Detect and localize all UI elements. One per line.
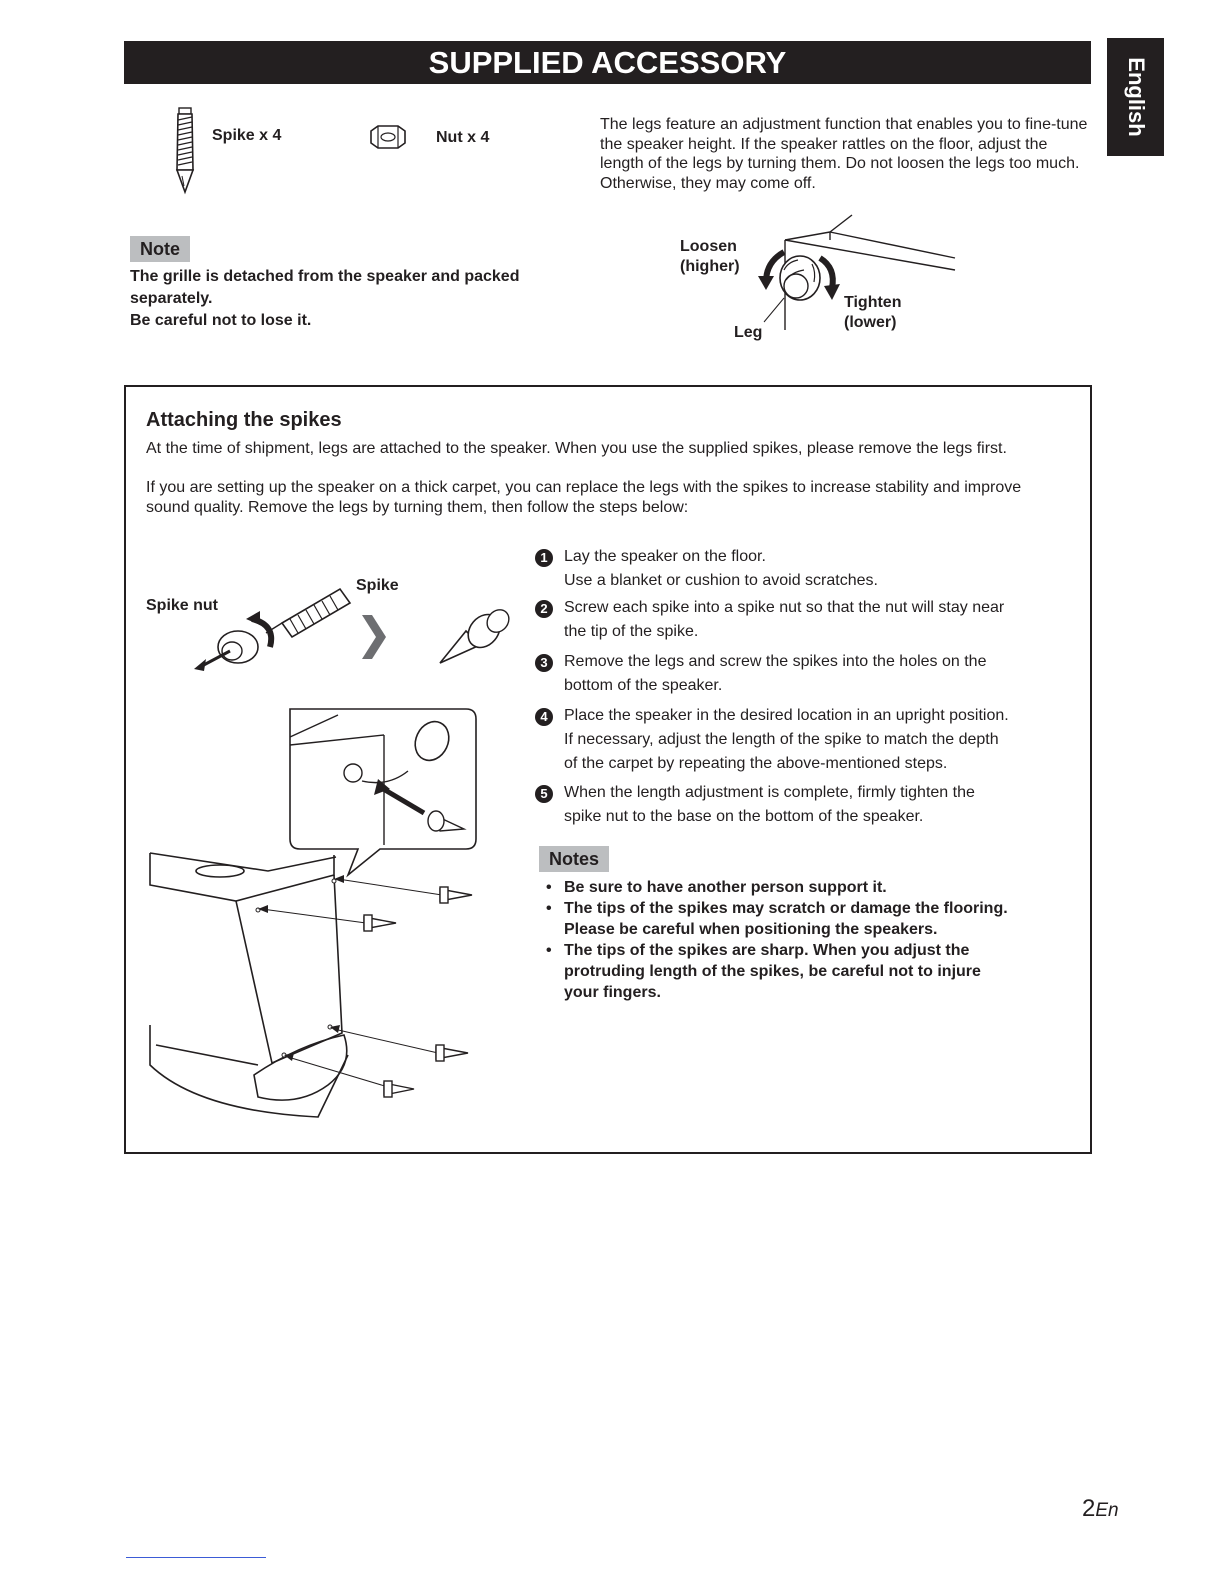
step-text: spike nut to the base on the bottom of the speaker. (564, 808, 924, 825)
loosen-line: (higher) (680, 258, 740, 275)
page-number-value: 2 (1082, 1495, 1096, 1522)
step-1 (535, 545, 1065, 593)
step-text: Screw each spike into a spike nut so that the nut will stay near (564, 599, 1005, 616)
leg-knob-icon (780, 256, 820, 300)
tighten-label (844, 293, 901, 333)
chevron-right-icon (362, 615, 386, 659)
page-number (1082, 1495, 1119, 1523)
note-item-line: • Be sure to have another person support it. (564, 879, 887, 896)
note-text (130, 266, 570, 332)
nut-icon (369, 125, 407, 149)
nut-accessory-label: Nut x 4 (436, 129, 490, 146)
step-text: If necessary, adjust the length of the spike to match the depth (564, 731, 999, 748)
step-text: of the carpet by repeating the above-mentioned steps. (564, 755, 948, 772)
note-line: separately. (130, 290, 213, 307)
tighten-line: Tighten (844, 294, 902, 311)
spike-accessory-label: Spike x 4 (212, 127, 282, 144)
step-3 (535, 650, 1065, 698)
section-heading: Attaching the spikes (146, 409, 342, 431)
step-number: 4 (535, 708, 553, 726)
step-text: Lay the speaker on the floor. (564, 548, 766, 565)
spike-assembly-diagram (190, 575, 520, 675)
note-item (545, 940, 1065, 1003)
step-text: When the length adjustment is complete, firmly tighten the (564, 784, 975, 801)
note-tag: Note (130, 236, 190, 262)
spike-nut-label: Spike nut (146, 597, 219, 614)
language-tab-label: English (1123, 57, 1149, 137)
spike-label: Spike (356, 577, 399, 594)
note-item-line: • The tips of the spikes may scratch or damage the flooring. (564, 900, 1008, 917)
step-number: 1 (535, 549, 553, 567)
threaded-spike-icon (266, 589, 350, 637)
page-number-suffix: En (1095, 1500, 1119, 1521)
note-item-line: protruding length of the spikes, be careful not to injure (564, 963, 981, 980)
language-tab (1107, 38, 1164, 156)
notes-list (545, 877, 1065, 1003)
note-line: Be careful not to lose it. (130, 312, 312, 329)
note-line: The grille is detached from the speaker and packed (130, 268, 520, 285)
footer-rule (126, 1557, 266, 1558)
tighten-arrow-icon (820, 258, 833, 288)
speaker-bottom-diagram (148, 705, 478, 1125)
note-item (545, 898, 1065, 940)
loosen-label (680, 237, 740, 277)
note-item (545, 877, 1065, 898)
note-item-line: your fingers. (564, 984, 661, 1001)
loose-spike-icons (364, 887, 472, 1097)
step-text: Place the speaker in the desired location in an upright position. (564, 707, 1009, 724)
intro-paragraph: At the time of shipment, legs are attached to the speaker. When you use the supplied spikes, please remove the legs first. (146, 440, 1007, 457)
intro-paragraph: If you are setting up the speaker on a thick carpet, you can replace the legs with the spikes to increase stability and improve sound quality. Remove the legs by turning them, then follow the steps below: (146, 479, 1022, 516)
tighten-line: (lower) (844, 314, 897, 331)
step-5 (535, 781, 1065, 829)
step-text: Use a blanket or cushion to avoid scratches. (564, 572, 878, 589)
notes-tag: Notes (539, 846, 609, 872)
leg-label: Leg (734, 324, 763, 341)
step-number: 2 (535, 600, 553, 618)
step-number: 5 (535, 785, 553, 803)
step-2 (535, 596, 1065, 644)
legs-description: The legs feature an adjustment function that enables you to fine-tune the speaker height. If the speaker rattles on the floor, adjust the length of the legs by turning them. Do not loosen the legs too much. Otherwise, they may come off. (600, 116, 1088, 192)
assembled-spike-icon (440, 605, 513, 663)
step-text: the tip of the spike. (564, 623, 699, 640)
spike-icon (170, 106, 200, 196)
step-4 (535, 704, 1065, 776)
step-text: Remove the legs and screw the spikes into the holes on the (564, 653, 987, 670)
note-item-line: • The tips of the spikes are sharp. When you adjust the (564, 942, 970, 959)
step-text: bottom of the speaker. (564, 677, 723, 694)
section-title: SUPPLIED ACCESSORY (124, 41, 1091, 84)
step-number: 3 (535, 654, 553, 672)
spike-nut-icon (194, 631, 258, 671)
note-item-line: Please be careful when positioning the speakers. (564, 921, 938, 938)
loosen-line: Loosen (680, 238, 737, 255)
